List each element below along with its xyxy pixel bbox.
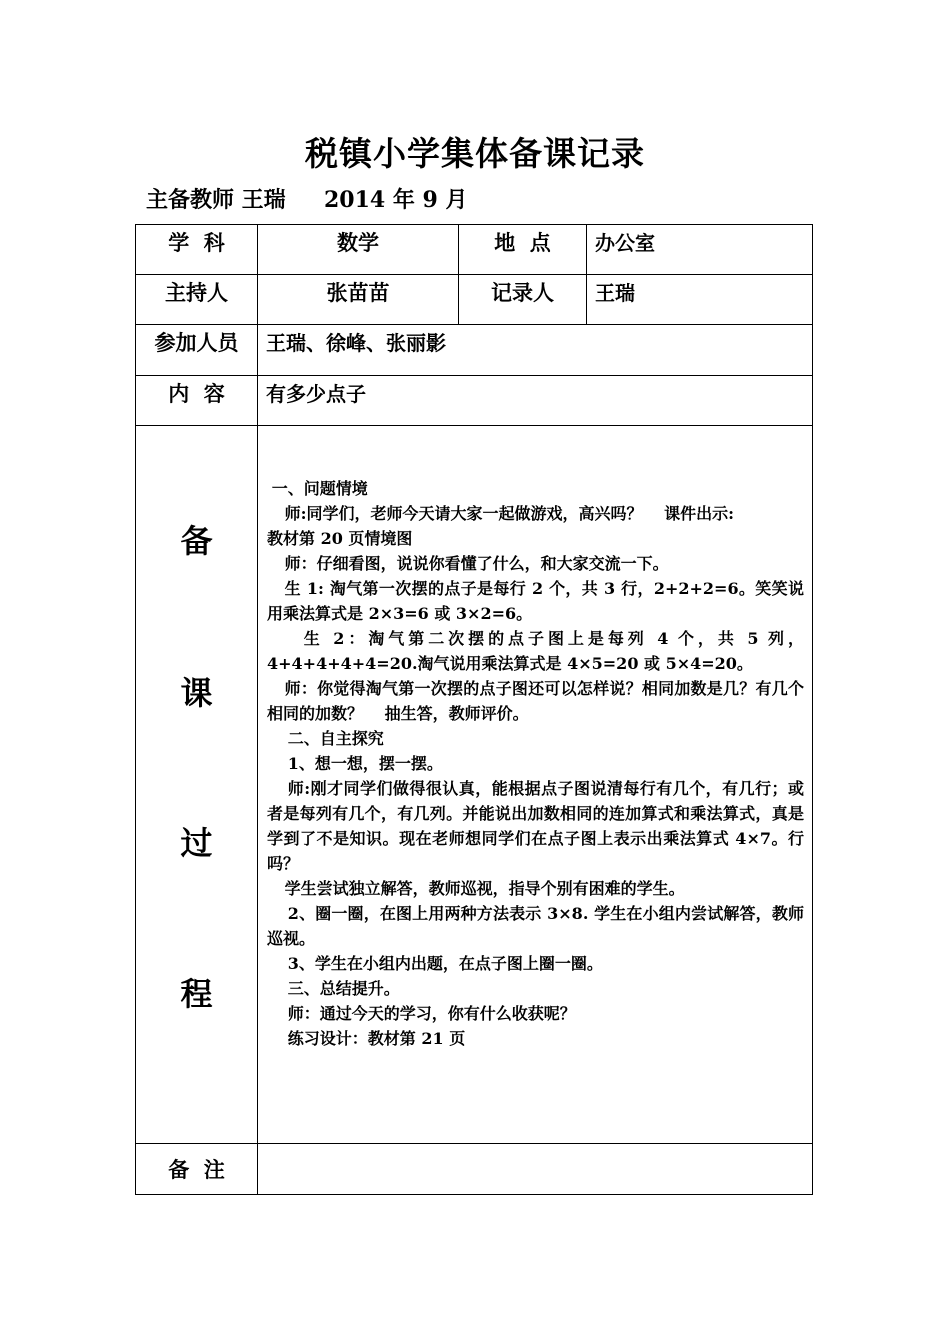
recorder-value: 王瑞	[587, 275, 813, 325]
remarks-value	[258, 1144, 813, 1195]
recorder-label: 记录人	[459, 275, 587, 325]
process-line: 一、问题情境	[271, 479, 368, 498]
process-char-4: 程	[180, 975, 213, 1013]
process-char-1: 备	[180, 522, 213, 560]
process-line: 师：你觉得淘气第一次摆的点子图还可以怎样说？相同加数是几？有几个相同的加数？ 抽生答，教师评价。	[267, 679, 804, 723]
host-value: 张苗苗	[258, 275, 459, 325]
process-line: 3、学生在小组内出题，在点子图上圈一圈。	[287, 954, 603, 973]
record-table	[135, 224, 813, 1195]
process-line: 师：通过今天的学习，你有什么收获呢？	[287, 1004, 576, 1023]
process-line: 师：仔细看图，说说你看懂了什么，和大家交流一下。	[284, 554, 669, 573]
process-char-2: 课	[180, 674, 213, 712]
process-line: 三、总结提升。	[287, 979, 400, 998]
process-label	[136, 426, 258, 1144]
process-line: 2、圈一圈，在图上用两种方法表示 3×8. 学生在小组内尝试解答，教师巡视。	[267, 904, 804, 948]
subject-label: 学 科	[136, 225, 258, 275]
remarks-label: 备 注	[136, 1144, 258, 1195]
process-line: 生 1: 淘气第一次摆的点子是每行 2 个，共 3 行，2+2+2=6。笑笑说用乘法算式是 2×3=6 或 3×2=6。	[267, 579, 804, 623]
content-value: 有多少点子	[258, 376, 813, 426]
teacher-date-line: 主备教师 王瑞 2014 年 9 月	[146, 187, 468, 213]
subject-value: 数学	[258, 225, 459, 275]
process-content	[258, 426, 813, 1144]
process-line: 1、想一想，摆一摆。	[287, 754, 443, 773]
process-line: 二、自主探究	[287, 729, 384, 748]
process-line: 练习设计：教材第 21 页	[287, 1029, 466, 1048]
host-label: 主持人	[136, 275, 258, 325]
process-line: 学生尝试独立解答，教师巡视，指导个别有困难的学生。	[284, 879, 685, 898]
place-value: 办公室	[587, 225, 813, 275]
process-line: 师:刚才同学们做得很认真，能根据点子图说清每行有几个，有几行；或者是每列有几个，有几列。并能说出加数相同的连加算式和乘法算式，真是学到了不是知识。现在老师想同学们在点子图上表示出乘法算式 4×7。行吗？	[267, 779, 804, 873]
process-char-3: 过	[180, 824, 213, 862]
participants-value: 王瑞、徐峰、张丽影	[258, 325, 813, 376]
process-line: 生 2：淘气第二次摆的点子图上是每列 4 个，共 5 列，4+4+4+4+4=20.淘气说用乘法算式是 4×5=20 或 5×4=20。	[267, 629, 804, 673]
process-line: 教材第 20 页情境图	[267, 529, 413, 548]
page-title: 税镇小学集体备课记录	[305, 134, 645, 173]
place-label: 地 点	[459, 225, 587, 275]
participants-label: 参加人员	[136, 325, 258, 376]
process-line: 师:同学们，老师今天请大家一起做游戏，高兴吗？ 课件出示:	[284, 504, 734, 523]
content-label: 内 容	[136, 376, 258, 426]
